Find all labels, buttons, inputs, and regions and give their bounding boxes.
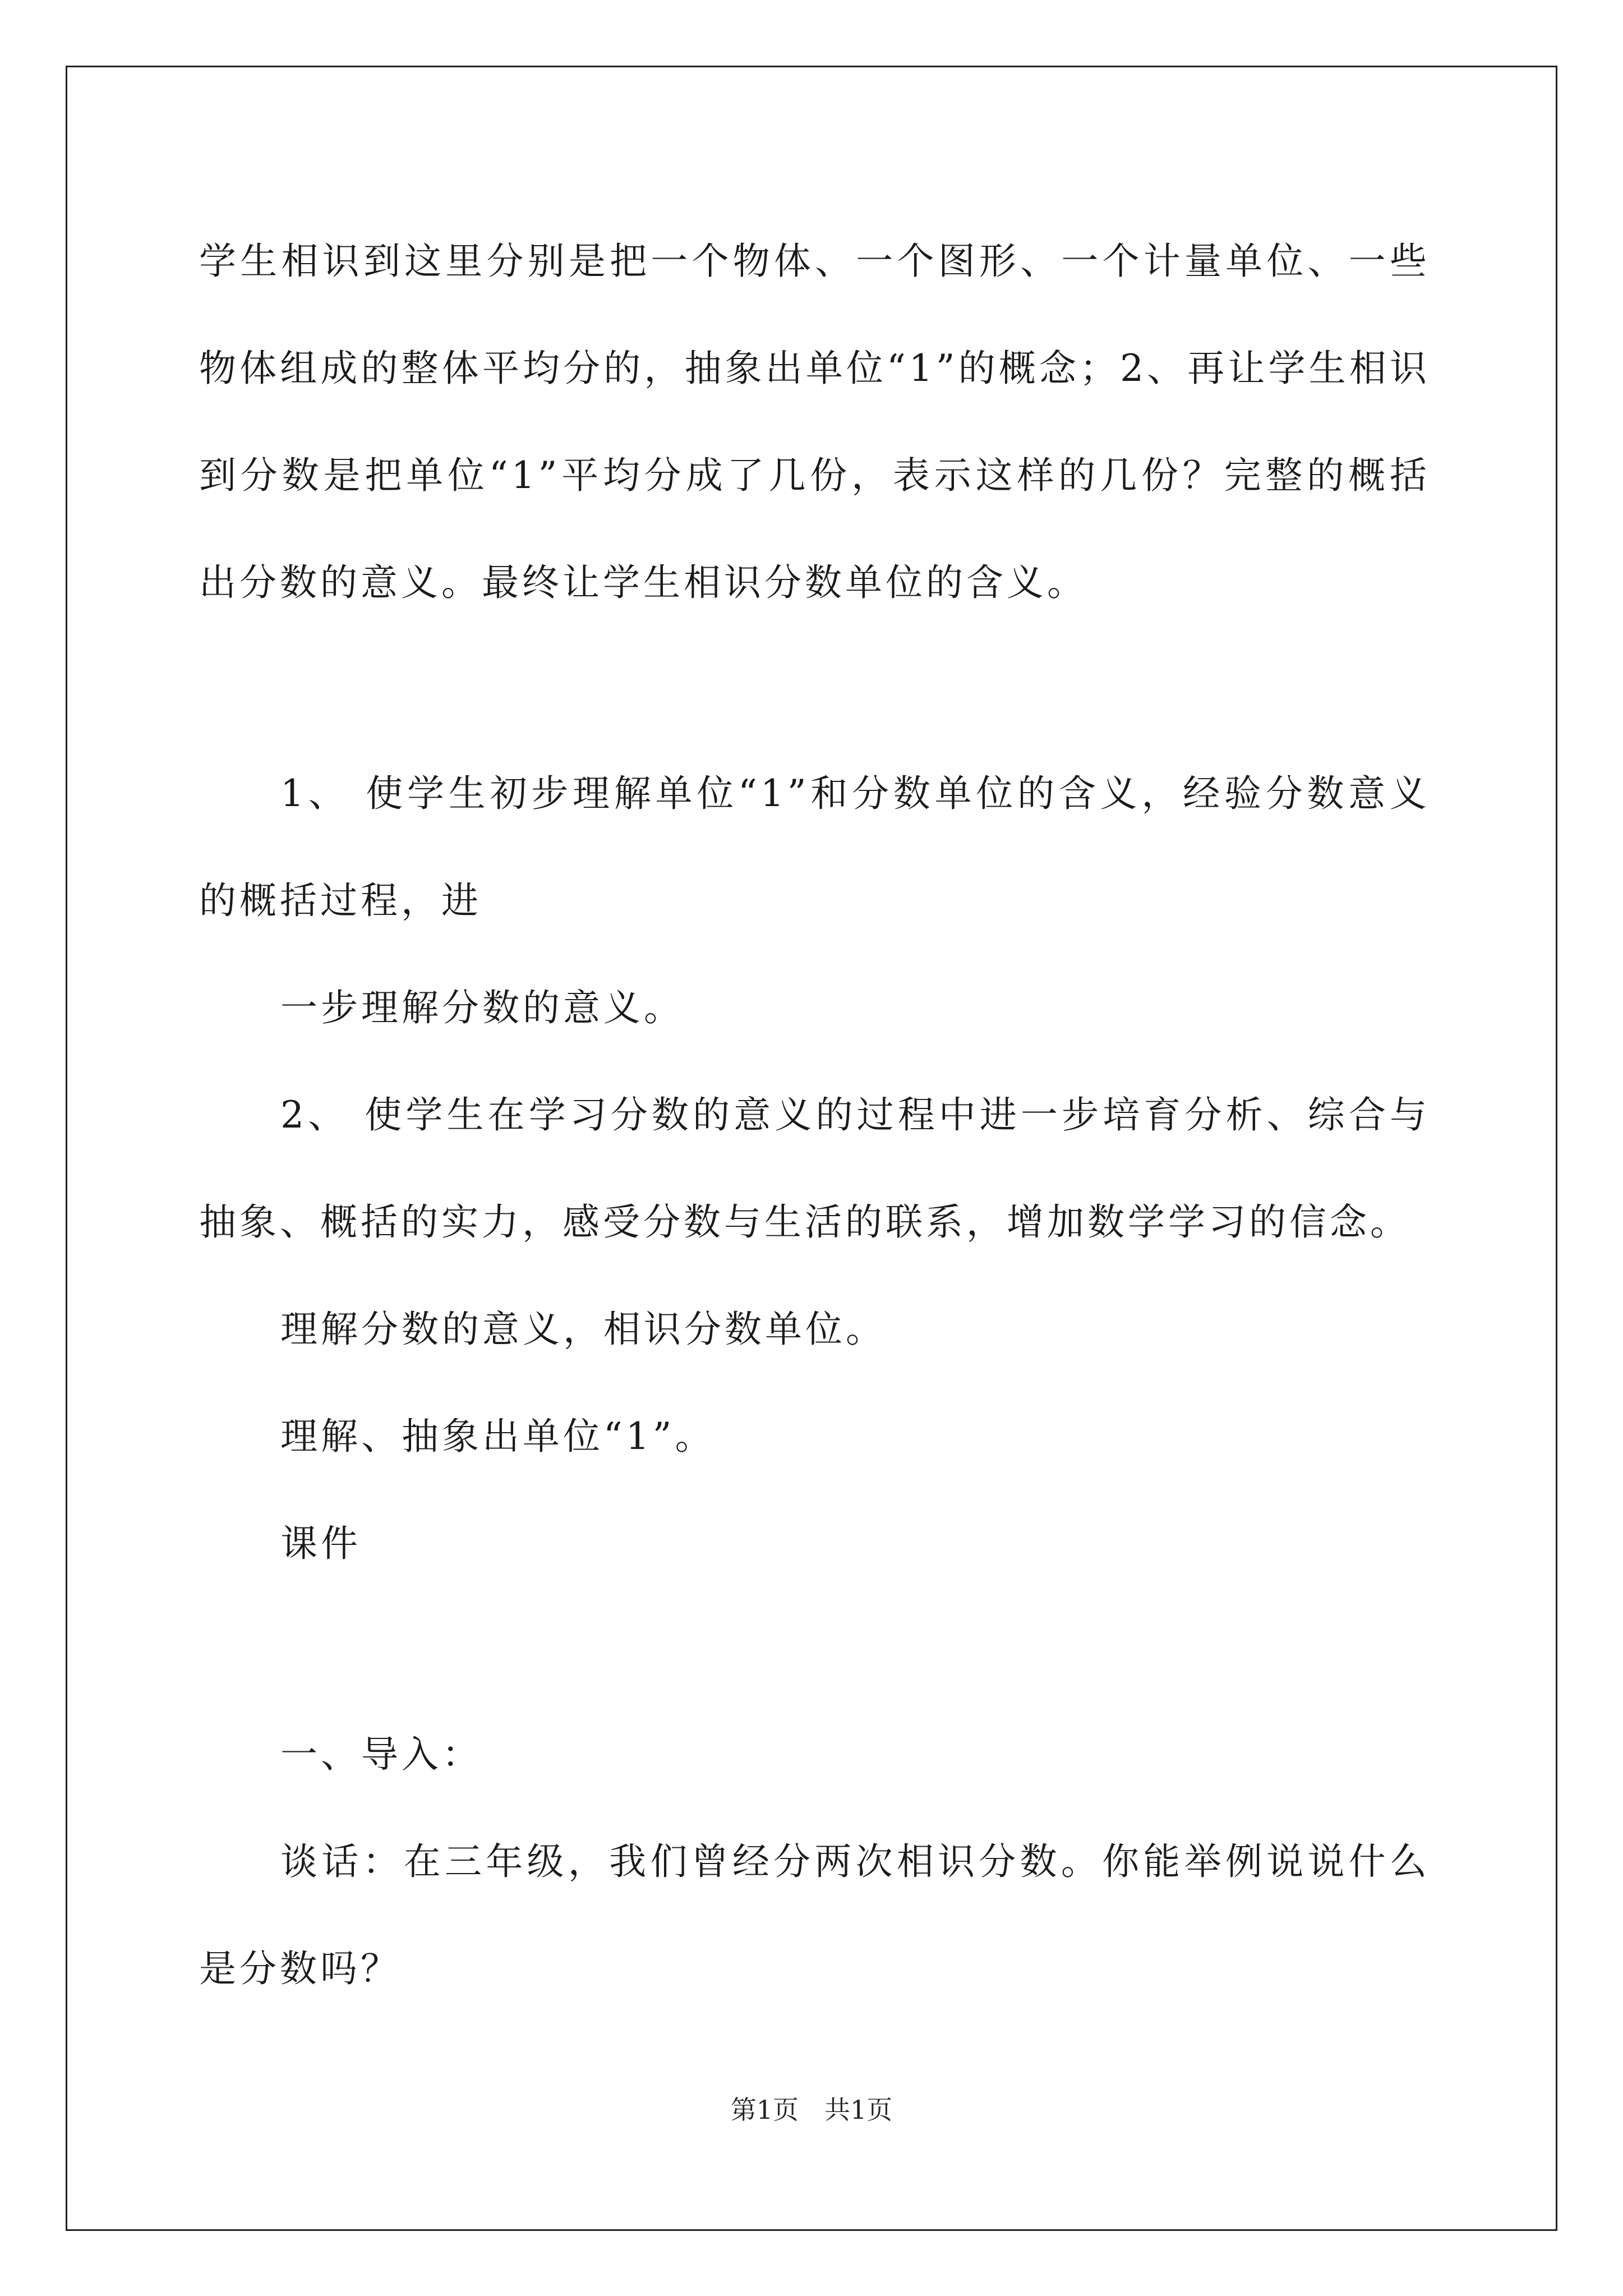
- paragraph-gap: [199, 636, 1430, 740]
- paragraph-gap: [199, 1597, 1430, 1701]
- objective-1-continued: 一步理解分数的意义。: [280, 986, 684, 1029]
- section-heading-intro: 一、导入：: [280, 1733, 482, 1776]
- teaching-aids: 课件: [280, 1522, 361, 1565]
- paragraph-intro: 学生相识到这里分别是把一个物体、一个图形、一个计量单位、一些物体组成的整体平均分的，抽象出单位“1”的概念；2、再让学生相识到分数是把单位“1”平均分成了几份，表示这样的几份？完整的概括出分数的意义。最终让学生相识分数单位的含义。: [199, 240, 1430, 604]
- paragraph-dialogue: 谈话：在三年级，我们曾经分两次相识分数。你能举例说说什么是分数吗？: [199, 1840, 1430, 1990]
- document-body: [199, 208, 1430, 2022]
- key-point: 理解分数的意义，相识分数单位。: [280, 1308, 886, 1351]
- objective-2: 2、 使学生在学习分数的意义的过程中进一步培育分析、综合与抽象、概括的实力，感受分数与生活的联系，增加数学学习的信念。: [199, 1093, 1430, 1244]
- page-footer: 第1页 共1页: [730, 2095, 893, 2125]
- objective-1: 1、 使学生初步理解单位“1”和分数单位的含义，经验分数意义的概括过程，进: [199, 772, 1430, 922]
- difficult-point: 理解、抽象出单位“1”。: [280, 1415, 716, 1458]
